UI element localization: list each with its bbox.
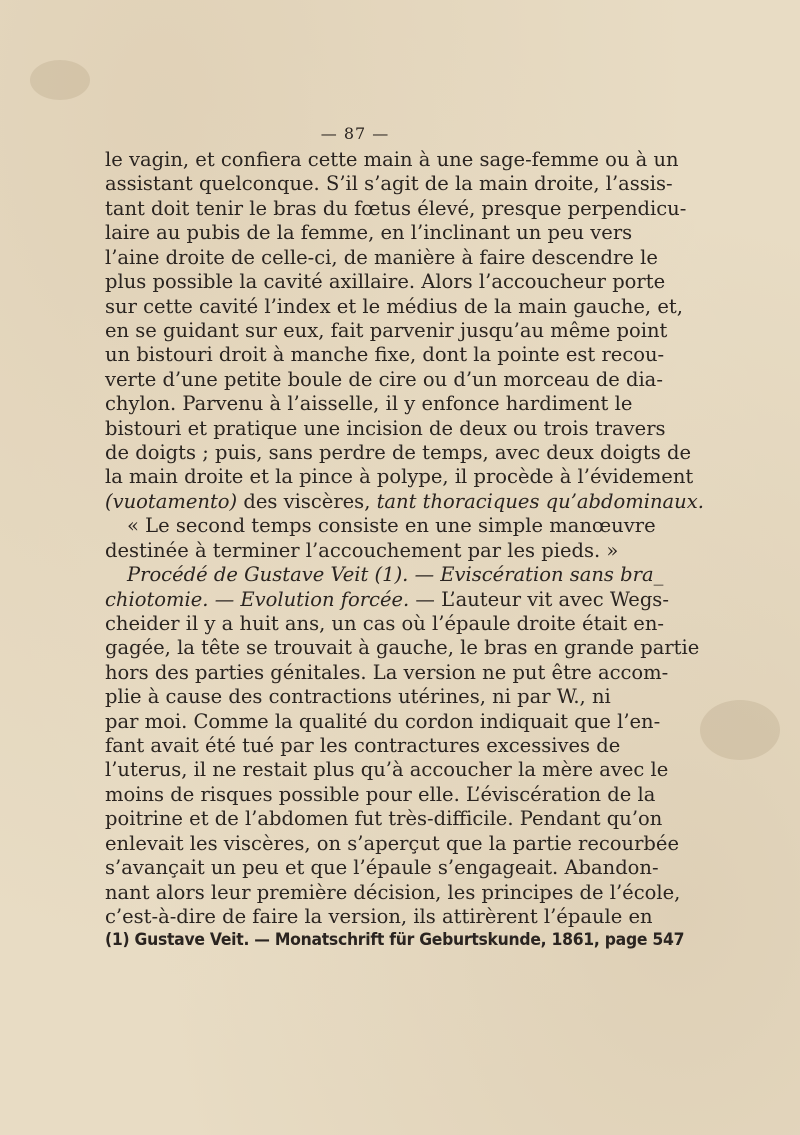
text-line: assistant quelconque. S’il s’agit de la main droite, l’assis- xyxy=(105,172,673,196)
text-line: verte d’une petite boule de cire ou d’un morceau de dia- xyxy=(105,367,663,391)
text-line: tant doit tenir le bras du fœtus élevé, presque perpendicu- xyxy=(105,196,687,220)
text-line: cheider il y a huit ans, un cas où l’épaule droite était en- xyxy=(105,611,664,635)
text-line xyxy=(105,489,704,514)
text-line: plus possible la cavité axillaire. Alors l’accoucheur porte xyxy=(105,270,666,294)
section-heading: Procédé de Gustave Veit (1). — Eviscération sans bra_ xyxy=(127,563,664,587)
document-page xyxy=(105,0,704,1135)
footnote: (1) Gustave Veit. — Monatschrift für Geburtskunde, 1861, page 547 xyxy=(105,930,685,950)
text-line: laire au pubis de la femme, en l’inclinant un peu vers xyxy=(105,221,633,245)
text-line: enlevait les viscères, on s’aperçut que la partie recourbée xyxy=(105,831,679,855)
heading-italic: chiotomie. — Evolution forcée. xyxy=(105,587,410,611)
text-line: moins de risques possible pour elle. L’éviscération de la xyxy=(105,782,656,806)
paper-stain xyxy=(700,700,780,760)
text-line: s’avançait un peu et que l’épaule s’engageait. Abandon- xyxy=(105,856,659,880)
text-line: c’est-à-dire de faire la version, ils attirèrent l’épaule en xyxy=(105,905,653,928)
text-line xyxy=(105,587,669,612)
text-span: — L’auteur vit avec Wegs- xyxy=(409,587,669,611)
text-line: l’uterus, il ne restait plus qu’à accoucher la mère avec le xyxy=(105,758,669,782)
text-line: chylon. Parvenu à l’aisselle, il y enfonce hardiment le xyxy=(105,392,633,416)
text-line: gagée, la tête se trouvait à gauche, le bras en grande partie xyxy=(105,636,700,660)
text-line: destinée à terminer l’accouchement par les pieds. » xyxy=(105,538,619,562)
text-line: « Le second temps consiste en une simple manœuvre xyxy=(127,514,656,538)
text-line: sur cette cavité l’index et le médius de la main gauche, et, xyxy=(105,294,683,318)
text-line: le vagin, et confiera cette main à une sage-femme ou à un xyxy=(105,148,679,171)
text-line: l’aine droite de celle-ci, de manière à faire descendre le xyxy=(105,245,658,269)
text-line: la main droite et la pince à polype, il procède à l’évidement xyxy=(105,465,694,489)
text-line: un bistouri droit à manche fixe, dont la pointe est recou- xyxy=(105,343,665,367)
page-number: — 87 — xyxy=(320,124,390,143)
text-line: par moi. Comme la qualité du cordon indiquait que l’en- xyxy=(105,709,661,733)
text-line: fant avait été tué par les contractures excessives de xyxy=(105,734,621,758)
text-line: nant alors leur première décision, les principes de l’école, xyxy=(105,880,681,904)
text-line: poitrine et de l’abdomen fut très-difficile. Pendant qu’on xyxy=(105,807,663,831)
text-line: bistouri et pratique une incision de deux ou trois travers xyxy=(105,416,666,440)
italic-term: tant thoraciques qu’abdominaux. xyxy=(376,489,704,513)
italic-term: (vuotamento) xyxy=(105,489,238,513)
text-line: hors des parties génitales. La version ne put être accom- xyxy=(105,660,669,684)
text-span: des viscères, xyxy=(237,489,377,513)
text-line: en se guidant sur eux, fait parvenir jusqu’au même point xyxy=(105,318,668,342)
paper-stain xyxy=(30,60,90,100)
text-line: de doigts ; puis, sans perdre de temps, avec deux doigts de xyxy=(105,441,691,465)
text-line: plie à cause des contractions utérines, ni par W., ni xyxy=(105,685,611,709)
